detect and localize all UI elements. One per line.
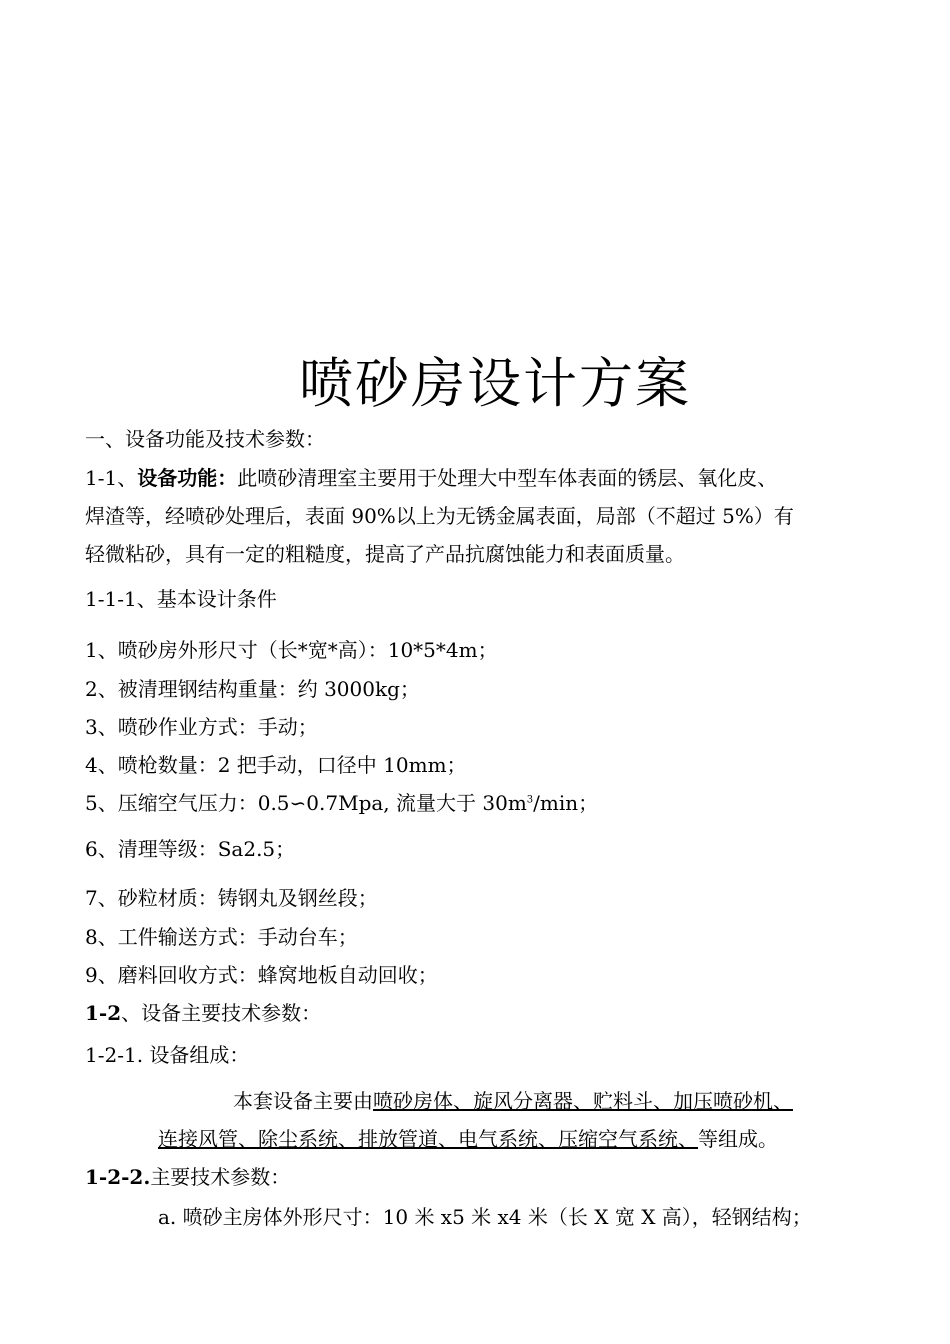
paragraph-line — [158, 1126, 778, 1152]
subsection-heading: 1-2-1. 设备组成： — [85, 1043, 250, 1067]
paragraph-text: 本套设备主要由 — [233, 1089, 373, 1113]
section-title: 、设备主要技术参数： — [121, 1001, 322, 1025]
list-item: 9、磨料回收方式：蜂窝地板自动回收； — [85, 963, 438, 987]
list-item: 3、喷砂作业方式：手动； — [85, 715, 318, 739]
section-number: 1-2 — [85, 1001, 122, 1025]
underlined-text: 喷砂房体、旋风分离器、贮料斗、加压喷砂机、 — [373, 1089, 793, 1113]
paragraph-line: 轻微粘砂，具有一定的粗糙度，提高了产品抗腐蚀能力和表面质量。 — [85, 542, 685, 566]
list-item-text: 5、压缩空气压力：0.5∽0.7Mpa, 流量大于 30m — [85, 791, 527, 815]
section-heading: 一、设备功能及技术参数： — [85, 427, 325, 451]
subsection-number: 1-2-2. — [85, 1165, 151, 1189]
bold-label: 设备功能： — [137, 466, 238, 490]
section-heading — [85, 1000, 321, 1026]
paragraph-text: 等组成。 — [698, 1127, 778, 1151]
list-item: 8、工件输送方式：手动台车； — [85, 925, 358, 949]
list-item: 7、砂粒材质：铸钢丸及钢丝段； — [85, 886, 378, 910]
superscript: 3 — [526, 794, 534, 806]
list-item-tail: /min； — [533, 791, 599, 815]
subsection-heading — [85, 1164, 290, 1190]
item-number: 1-1、 — [85, 466, 138, 490]
list-item: 1、喷砂房外形尺寸（长*宽*高）：10*5*4m； — [85, 638, 498, 662]
paragraph-line: 焊渣等，经喷砂处理后，表面 90%以上为无锈金属表面，局部（不超过 5%）有 — [85, 504, 794, 528]
subsection-heading: 1-1-1、基本设计条件 — [85, 587, 277, 611]
paragraph-line — [233, 1088, 793, 1114]
list-item: a. 喷砂主房体外形尺寸：10 米 x5 米 x4 米（长 X 宽 X 高），轻钢结构； — [158, 1205, 812, 1229]
subsection-title: 主要技术参数： — [150, 1165, 291, 1189]
list-item: 2、被清理钢结构重量：约 3000kg； — [85, 677, 420, 701]
paragraph-line — [85, 465, 777, 491]
underlined-text: 连接风管、除尘系统、排放管道、电气系统、压缩空气系统、 — [158, 1127, 698, 1151]
list-item — [85, 790, 598, 816]
list-item: 4、喷枪数量：2 把手动，口径中 10mm； — [85, 753, 467, 777]
list-item: 6、清理等级：Sa2.5； — [85, 837, 296, 861]
paragraph-text: 此喷砂清理室主要用于处理大中型车体表面的锈层、氧化皮、 — [237, 466, 778, 490]
document-title: 喷砂房设计方案 — [299, 352, 691, 415]
